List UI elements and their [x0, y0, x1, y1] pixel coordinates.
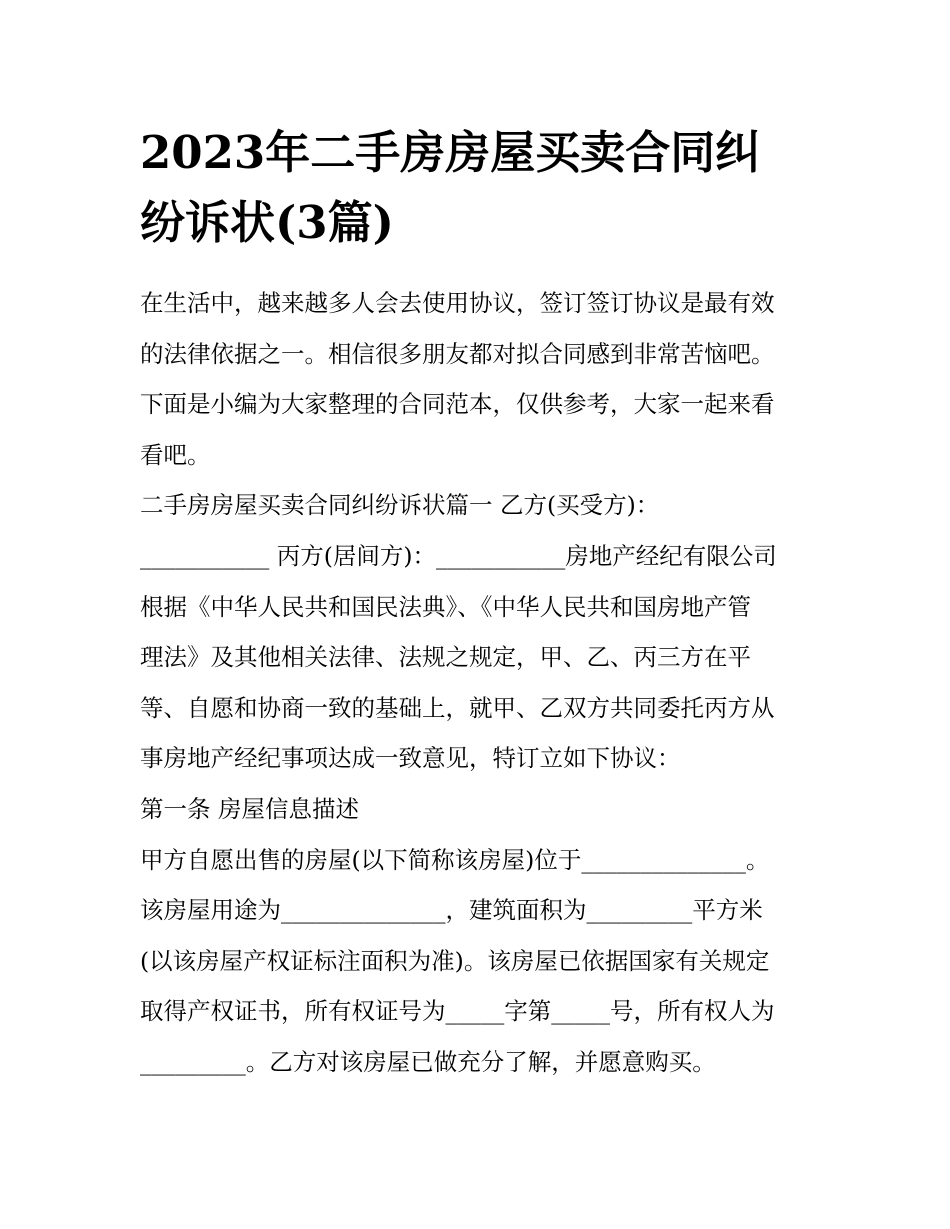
body-line: 根据《中华人民共和国民法典》、《中华人民共和国房地产管 — [140, 592, 751, 621]
body-line: 取得产权证书，所有权证号为_____字第_____号，所有权人为 — [140, 997, 775, 1026]
document-body — [140, 278, 830, 1088]
body-line: 等、自愿和协商一致的基础上，就甲、乙双方共同委托丙方从 — [140, 693, 775, 722]
body-line: 理法》及其他相关法律、法规之规定，甲、乙、丙三方在平 — [140, 643, 751, 672]
title-line: 纷诉状(3篇) — [140, 196, 394, 249]
title-line: 2023年二手房房屋买卖合同纠 — [140, 126, 761, 179]
body-line: 二手房房屋买卖合同纠纷诉状篇一 乙方(买受方)： — [140, 491, 660, 520]
section-heading: 第一条 房屋信息描述 — [140, 794, 359, 823]
document-title — [140, 118, 820, 258]
body-line: 下面是小编为大家整理的合同范本，仅供参考，大家一起来看 — [140, 390, 775, 419]
body-line: 看吧。 — [140, 440, 211, 469]
body-line: _________。乙方对该房屋已做充分了解，并愿意购买。 — [140, 1047, 716, 1076]
body-line: ___________ 丙方(居间方)：___________房地产经纪有限公司 — [140, 541, 777, 570]
body-line: 甲方自愿出售的房屋(以下简称该房屋)位于______________。 — [140, 845, 770, 874]
body-line: 该房屋用途为______________，建筑面积为_________平方米 — [140, 896, 763, 925]
body-line: (以该房屋产权证标注面积为准)。该房屋已依据国家有关规定 — [140, 946, 770, 975]
body-line: 的法律依据之一。相信很多朋友都对拟合同感到非常苦恼吧。 — [140, 339, 775, 368]
body-line: 在生活中，越来越多人会去使用协议，签订签订协议是最有效 — [140, 289, 775, 317]
body-line: 事房地产经纪事项达成一致意见，特订立如下协议： — [140, 744, 681, 773]
